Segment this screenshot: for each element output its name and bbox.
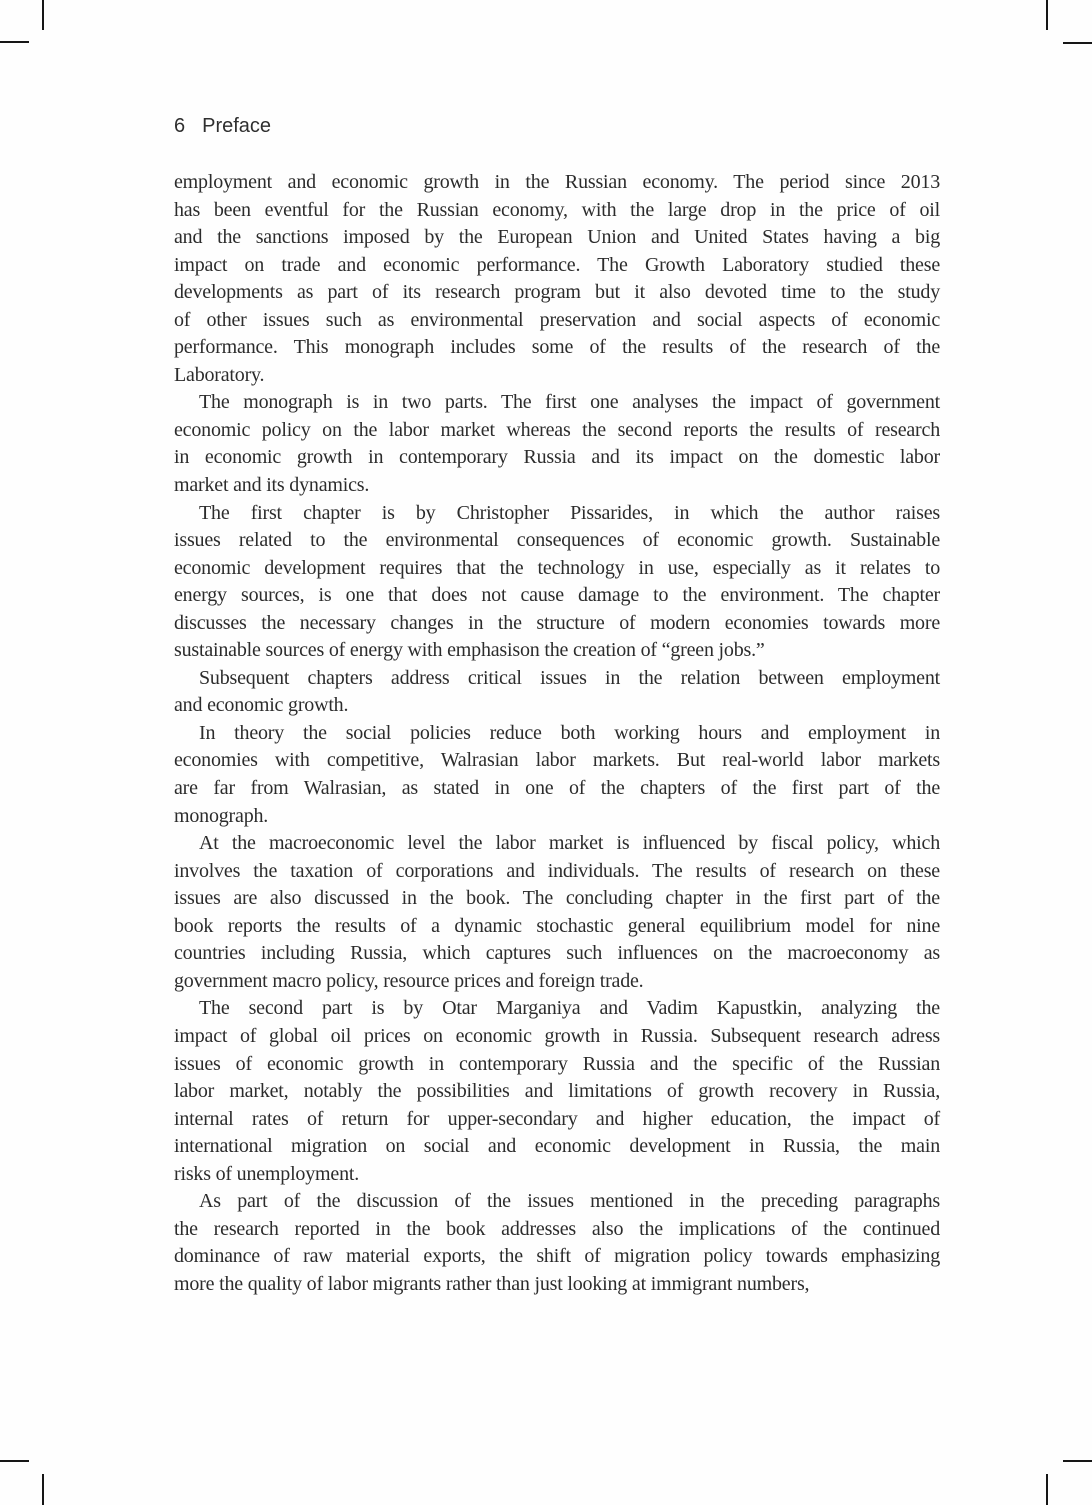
page-text	[174, 169, 940, 1298]
text-line: economic development requires that the technology in use, especially as it relates to	[174, 556, 940, 579]
crop-mark-bottom-left-vertical	[42, 1474, 44, 1505]
text-line: The second part is by Otar Marganiya and Vadim Kapustkin, analyzing the	[199, 997, 940, 1020]
text-line: in economic growth in contemporary Russia and its impact on the domestic labor	[174, 446, 940, 469]
page-header	[174, 115, 271, 138]
page-title: Preface	[202, 115, 272, 137]
text-line: The monograph is in two parts. The first one analyses the impact of government	[199, 391, 940, 414]
text-line: impact of global oil prices on economic growth in Russia. Subsequent research adress	[174, 1024, 940, 1047]
text-line: market and its dynamics.	[174, 474, 370, 497]
crop-mark-bottom-left-horizontal	[0, 1460, 29, 1462]
text-line: the research reported in the book addresses also the implications of the continued	[174, 1217, 940, 1240]
text-line: monograph.	[174, 804, 269, 827]
text-line: internal rates of return for upper-secondary and higher education, the impact of	[174, 1107, 940, 1130]
text-line: In theory the social policies reduce both working hours and employment in	[199, 721, 940, 744]
text-line: more the quality of labor migrants rather than just looking at immigrant numbers,	[174, 1272, 810, 1295]
text-line: As part of the discussion of the issues mentioned in the preceding paragraphs	[199, 1190, 940, 1213]
text-line: involves the taxation of corporations and individuals. The results of research on these	[174, 859, 940, 882]
text-line: issues related to the environmental consequences of economic growth. Sustainable	[174, 529, 940, 552]
text-line: performance. This monograph includes some of the results of the research of the	[174, 336, 940, 359]
text-line: economies with competitive, Walrasian labor markets. But real-world labor markets	[174, 749, 940, 772]
text-line: The first chapter is by Christopher Pissarides, in which the author raises	[199, 501, 940, 524]
text-line: are far from Walrasian, as stated in one of the chapters of the first part of the	[174, 777, 940, 800]
crop-mark-top-right-vertical	[1046, 0, 1048, 30]
crop-mark-top-left-horizontal	[0, 41, 29, 43]
text-line: sustainable sources of energy with emphasison the creation of “green jobs.”	[174, 639, 765, 662]
text-line: risks of unemployment.	[174, 1162, 360, 1185]
text-line: economic policy on the labor market whereas the second reports the results of research	[174, 418, 940, 441]
text-line: issues are also discussed in the book. The concluding chapter in the first part of the	[174, 887, 940, 910]
text-line: and economic growth.	[174, 694, 349, 717]
crop-mark-top-right-horizontal	[1063, 42, 1092, 44]
text-line: international migration on social and economic development in Russia, the main	[174, 1135, 940, 1158]
text-line: Laboratory.	[174, 363, 265, 386]
text-line: developments as part of its research program but it also devoted time to the study	[174, 281, 940, 304]
text-line: has been eventful for the Russian economy, with the large drop in the price of oil	[174, 198, 940, 221]
text-line: At the macroeconomic level the labor market is influenced by fiscal policy, which	[199, 832, 940, 855]
text-line: government macro policy, resource prices and foreign trade.	[174, 969, 644, 992]
text-line: energy sources, is one that does not cause damage to the environment. The chapter	[174, 584, 940, 607]
crop-mark-bottom-right-vertical	[1046, 1474, 1048, 1505]
text-line: of other issues such as environmental preservation and social aspects of economic	[174, 308, 940, 331]
page-number: 6	[174, 115, 186, 137]
text-line: impact on trade and economic performance. The Growth Laboratory studied these	[174, 253, 940, 276]
text-line: labor market, notably the possibilities and limitations of growth recovery in Russia,	[174, 1080, 940, 1103]
text-line: and the sanctions imposed by the European Union and United States having a big	[174, 226, 940, 249]
text-line: dominance of raw material exports, the shift of migration policy towards emphasizing	[174, 1245, 940, 1268]
text-line: employment and economic growth in the Russian economy. The period since 2013	[174, 171, 940, 193]
text-line: issues of economic growth in contemporary Russia and the specific of the Russian	[174, 1052, 940, 1075]
crop-mark-bottom-right-horizontal	[1063, 1460, 1092, 1462]
crop-mark-top-left-vertical	[42, 0, 44, 30]
text-line: Subsequent chapters address critical issues in the relation between employment	[199, 666, 940, 689]
text-line: book reports the results of a dynamic stochastic general equilibrium model for nine	[174, 914, 940, 937]
text-line: discusses the necessary changes in the structure of modern economies towards more	[174, 611, 940, 634]
text-line: countries including Russia, which captures such influences on the macroeconomy as	[174, 942, 940, 965]
